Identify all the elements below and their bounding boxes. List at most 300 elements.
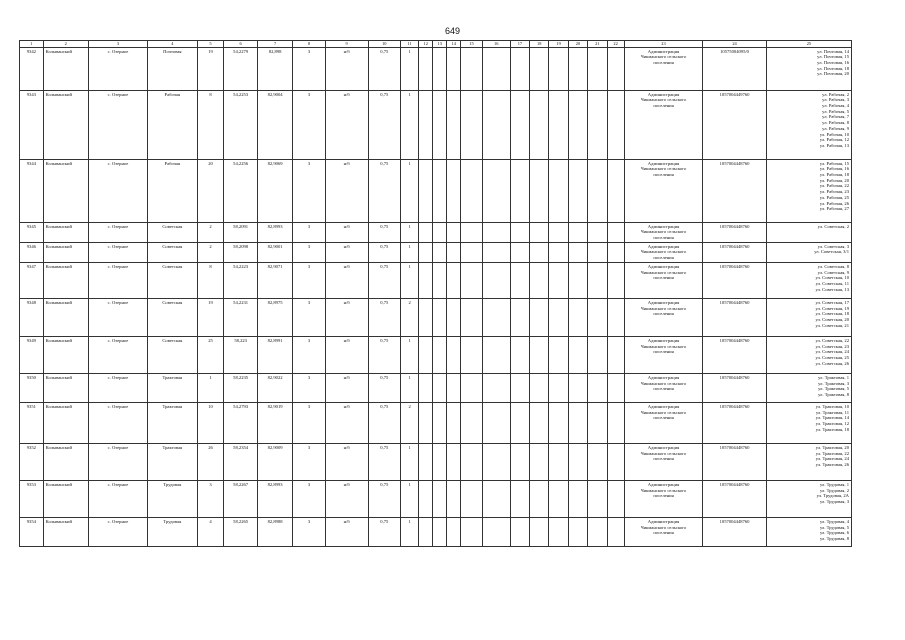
owner-cell: Администрация Чикманского сельского поселения — [624, 242, 703, 262]
empty-cell — [607, 222, 624, 242]
empty-cell — [607, 373, 624, 402]
house-cell: 8 — [197, 90, 224, 159]
empty-cell — [568, 373, 587, 402]
empty-cell — [568, 480, 587, 517]
owner-cell: Администрация Чикманского сельского поселения — [624, 443, 703, 480]
empty-cell — [607, 90, 624, 159]
owner-id-cell: 10575004095/0 — [703, 47, 767, 90]
container-count-cell: 3 — [293, 480, 325, 517]
empty-cell — [530, 47, 549, 90]
table-row — [20, 480, 852, 517]
empty-cell — [419, 336, 433, 373]
house-cell: 25 — [197, 336, 224, 373]
settlement-cell: с. Озерное — [88, 159, 147, 222]
settlement-cell: с. Озерное — [88, 443, 147, 480]
empty-cell — [482, 336, 510, 373]
surface-type-cell: н/б — [325, 159, 368, 222]
empty-cell — [510, 298, 529, 336]
empty-cell — [447, 298, 461, 336]
empty-cell — [433, 517, 447, 546]
district-cell: Колыванский — [43, 517, 88, 546]
empty-cell — [510, 262, 529, 298]
served-addresses-cell: ул. Рабочая, 2 ул. Рабочая, 3 ул. Рабочая, 4 ул. Рабочая, 5 ул. Рабочая, 7 ул. Рабочая, 8 ул. Рабочая, 9 ул. Рабочая, 10 ул. Рабочая, 12 ул. Рабочая, 13 — [766, 90, 851, 159]
latitude-cell: 54,2793 — [224, 402, 257, 443]
empty-cell — [588, 262, 607, 298]
empty-cell — [461, 517, 483, 546]
empty-cell — [549, 47, 568, 90]
empty-cell — [549, 159, 568, 222]
table-row — [20, 517, 852, 546]
empty-cell — [461, 262, 483, 298]
volume-cell: 0,75 — [368, 159, 400, 222]
served-addresses-cell: ул. Трактовая, 20 ул. Трактовая, 22 ул. Трактовая, 24 ул. Трактовая, 26 — [766, 443, 851, 480]
record-id: 9353 — [20, 480, 44, 517]
column-number: 18 — [530, 41, 549, 48]
owner-id-cell: 1057004448760 — [703, 242, 767, 262]
empty-cell — [588, 402, 607, 443]
empty-cell — [510, 517, 529, 546]
empty-cell — [482, 298, 510, 336]
empty-cell — [482, 262, 510, 298]
record-id: 9347 — [20, 262, 44, 298]
house-cell: 26 — [197, 443, 224, 480]
surface-type-cell: н/б — [325, 480, 368, 517]
table-row — [20, 47, 852, 90]
latitude-cell: 54,2231 — [224, 298, 257, 336]
owner-id-cell: 1057004448760 — [703, 336, 767, 373]
street-cell: Трактовая — [148, 443, 198, 480]
empty-cell — [530, 90, 549, 159]
empty-cell — [419, 373, 433, 402]
settlement-cell: с. Озерное — [88, 47, 147, 90]
table-row — [20, 90, 852, 159]
column-number: 21 — [588, 41, 607, 48]
empty-cell — [433, 47, 447, 90]
quantity-cell: 1 — [400, 262, 418, 298]
house-cell: 1 — [197, 373, 224, 402]
column-number: 9 — [325, 41, 368, 48]
record-id: 9345 — [20, 222, 44, 242]
container-count-cell: 3 — [293, 242, 325, 262]
empty-cell — [549, 336, 568, 373]
district-cell: Колыванский — [43, 402, 88, 443]
empty-cell — [530, 373, 549, 402]
empty-cell — [447, 517, 461, 546]
house-cell: 2 — [197, 222, 224, 242]
surface-type-cell: н/б — [325, 242, 368, 262]
empty-cell — [549, 90, 568, 159]
empty-cell — [419, 443, 433, 480]
latitude-cell: 54,2279 — [224, 47, 257, 90]
served-addresses-cell: ул. Почтовая, 14 ул. Почтовая, 15 ул. Почтовая, 16 ул. Почтовая, 18 ул. Почтовая, 20 — [766, 47, 851, 90]
empty-cell — [433, 242, 447, 262]
served-addresses-cell: ул. Трудовая, 4 ул. Трудовая, 5 ул. Трудовая, 6 ул. Трудовая, 8 — [766, 517, 851, 546]
container-count-cell: 3 — [293, 159, 325, 222]
empty-cell — [568, 242, 587, 262]
empty-cell — [549, 402, 568, 443]
column-number: 25 — [766, 41, 851, 48]
latitude-cell: 54,2256 — [224, 159, 257, 222]
column-number: 16 — [482, 41, 510, 48]
empty-cell — [568, 402, 587, 443]
empty-cell — [568, 517, 587, 546]
owner-cell: Администрация Чикманского сельского поселения — [624, 262, 703, 298]
longitude-cell: 82,8993 — [257, 222, 293, 242]
longitude-cell: 82,898 — [257, 47, 293, 90]
column-number: 24 — [703, 41, 767, 48]
record-id: 9349 — [20, 336, 44, 373]
column-number: 10 — [368, 41, 400, 48]
served-addresses-cell: ул. Советская, 2 — [766, 222, 851, 242]
empty-cell — [433, 373, 447, 402]
empty-cell — [549, 298, 568, 336]
surface-type-cell: н/б — [325, 443, 368, 480]
record-id: 9344 — [20, 159, 44, 222]
table-row — [20, 336, 852, 373]
empty-cell — [433, 336, 447, 373]
empty-cell — [447, 443, 461, 480]
empty-cell — [419, 90, 433, 159]
latitude-cell: 58,2265 — [224, 517, 257, 546]
longitude-cell: 82,9022 — [257, 373, 293, 402]
table-row — [20, 402, 852, 443]
district-cell: Колыванский — [43, 47, 88, 90]
empty-cell — [568, 222, 587, 242]
empty-cell — [510, 336, 529, 373]
empty-cell — [607, 480, 624, 517]
district-cell: Колыванский — [43, 159, 88, 222]
owner-id-cell: 1057004448760 — [703, 517, 767, 546]
empty-cell — [433, 480, 447, 517]
empty-cell — [510, 443, 529, 480]
owner-cell: Администрация Чикманского сельского поселения — [624, 373, 703, 402]
street-cell: Советская — [148, 262, 198, 298]
quantity-cell: 1 — [400, 90, 418, 159]
owner-cell: Администрация Чикманского сельского поселения — [624, 47, 703, 90]
empty-cell — [461, 298, 483, 336]
empty-cell — [433, 90, 447, 159]
owner-cell: Администрация Чикманского сельского поселения — [624, 517, 703, 546]
street-cell: Трактовая — [148, 373, 198, 402]
empty-cell — [549, 443, 568, 480]
empty-cell — [530, 336, 549, 373]
empty-cell — [461, 222, 483, 242]
empty-cell — [461, 159, 483, 222]
empty-cell — [433, 402, 447, 443]
district-cell: Колыванский — [43, 480, 88, 517]
owner-id-cell: 1057004448760 — [703, 402, 767, 443]
quantity-cell: 1 — [400, 159, 418, 222]
latitude-cell: 58,2235 — [224, 373, 257, 402]
empty-cell — [588, 517, 607, 546]
empty-cell — [588, 242, 607, 262]
empty-cell — [433, 222, 447, 242]
empty-cell — [568, 443, 587, 480]
empty-cell — [588, 90, 607, 159]
column-number: 8 — [293, 41, 325, 48]
district-cell: Колыванский — [43, 443, 88, 480]
latitude-cell: 58,2098 — [224, 242, 257, 262]
street-cell: Советская — [148, 336, 198, 373]
container-count-cell: 3 — [293, 222, 325, 242]
record-id: 9346 — [20, 242, 44, 262]
empty-cell — [549, 373, 568, 402]
latitude-cell: 54,2223 — [224, 262, 257, 298]
empty-cell — [461, 480, 483, 517]
container-count-cell: 3 — [293, 336, 325, 373]
volume-cell: 0,75 — [368, 402, 400, 443]
settlement-cell: с. Озерное — [88, 373, 147, 402]
column-number: 4 — [148, 41, 198, 48]
empty-cell — [607, 517, 624, 546]
surface-type-cell: н/б — [325, 298, 368, 336]
surface-type-cell: н/б — [325, 262, 368, 298]
empty-cell — [568, 262, 587, 298]
column-number: 6 — [224, 41, 257, 48]
owner-id-cell: 1057004448760 — [703, 222, 767, 242]
empty-cell — [433, 262, 447, 298]
longitude-cell: 82,8975 — [257, 298, 293, 336]
quantity-cell: 1 — [400, 222, 418, 242]
container-count-cell: 3 — [293, 262, 325, 298]
empty-cell — [482, 443, 510, 480]
container-count-cell: 3 — [293, 90, 325, 159]
empty-cell — [447, 262, 461, 298]
house-cell: 19 — [197, 298, 224, 336]
empty-cell — [461, 336, 483, 373]
empty-cell — [482, 222, 510, 242]
empty-cell — [607, 242, 624, 262]
column-number: 13 — [433, 41, 447, 48]
column-number: 17 — [510, 41, 529, 48]
volume-cell: 0,75 — [368, 90, 400, 159]
container-count-cell: 3 — [293, 517, 325, 546]
empty-cell — [461, 402, 483, 443]
quantity-cell: 1 — [400, 373, 418, 402]
column-number: 5 — [197, 41, 224, 48]
empty-cell — [447, 47, 461, 90]
record-id: 9342 — [20, 47, 44, 90]
settlement-cell: с. Озерное — [88, 222, 147, 242]
empty-cell — [419, 242, 433, 262]
empty-cell — [447, 336, 461, 373]
owner-id-cell: 1057004448760 — [703, 443, 767, 480]
column-number: 23 — [624, 41, 703, 48]
empty-cell — [607, 402, 624, 443]
empty-cell — [461, 373, 483, 402]
empty-cell — [607, 262, 624, 298]
longitude-cell: 82,9071 — [257, 262, 293, 298]
owner-cell: Администрация Чикманского сельского поселения — [624, 298, 703, 336]
empty-cell — [461, 443, 483, 480]
surface-type-cell: н/б — [325, 402, 368, 443]
volume-cell: 0,75 — [368, 242, 400, 262]
column-number: 3 — [88, 41, 147, 48]
longitude-cell: 82,8988 — [257, 517, 293, 546]
table-row — [20, 373, 852, 402]
empty-cell — [433, 298, 447, 336]
owner-id-cell: 1057004448760 — [703, 159, 767, 222]
table-row — [20, 298, 852, 336]
empty-cell — [588, 443, 607, 480]
district-cell: Колыванский — [43, 242, 88, 262]
empty-cell — [607, 47, 624, 90]
empty-cell — [419, 517, 433, 546]
column-number: 2 — [43, 41, 88, 48]
empty-cell — [482, 402, 510, 443]
record-id: 9348 — [20, 298, 44, 336]
surface-type-cell: н/б — [325, 47, 368, 90]
empty-cell — [549, 242, 568, 262]
empty-cell — [530, 159, 549, 222]
latitude-cell: 54,2253 — [224, 90, 257, 159]
empty-cell — [588, 373, 607, 402]
empty-cell — [588, 159, 607, 222]
house-cell: 10 — [197, 402, 224, 443]
empty-cell — [549, 262, 568, 298]
quantity-cell: 1 — [400, 336, 418, 373]
column-number: 20 — [568, 41, 587, 48]
column-number: 11 — [400, 41, 418, 48]
empty-cell — [482, 47, 510, 90]
volume-cell: 0,75 — [368, 373, 400, 402]
volume-cell: 0,75 — [368, 517, 400, 546]
empty-cell — [447, 222, 461, 242]
empty-cell — [530, 443, 549, 480]
column-number: 19 — [549, 41, 568, 48]
empty-cell — [510, 402, 529, 443]
longitude-cell: 82,8993 — [257, 480, 293, 517]
empty-cell — [419, 480, 433, 517]
empty-cell — [461, 242, 483, 262]
district-cell: Колыванский — [43, 262, 88, 298]
surface-type-cell: н/б — [325, 517, 368, 546]
table-row — [20, 262, 852, 298]
empty-cell — [607, 298, 624, 336]
container-count-cell: 3 — [293, 47, 325, 90]
empty-cell — [510, 242, 529, 262]
empty-cell — [568, 336, 587, 373]
empty-cell — [482, 373, 510, 402]
served-addresses-cell: ул. Трактовая, 10 ул. Трактовая, 11 ул. Трактовая, 14 ул. Трактовая, 12 ул. Трактовая, 18 — [766, 402, 851, 443]
empty-cell — [482, 517, 510, 546]
empty-cell — [419, 402, 433, 443]
container-count-cell: 3 — [293, 443, 325, 480]
record-id: 9343 — [20, 90, 44, 159]
record-id: 9350 — [20, 373, 44, 402]
owner-id-cell: 1057004448760 — [703, 373, 767, 402]
house-cell: 19 — [197, 47, 224, 90]
owner-id-cell: 1057004448760 — [703, 262, 767, 298]
street-cell: Почтовая — [148, 47, 198, 90]
empty-cell — [588, 336, 607, 373]
empty-cell — [482, 242, 510, 262]
column-number: 1 — [20, 41, 44, 48]
empty-cell — [447, 242, 461, 262]
table-row — [20, 159, 852, 222]
empty-cell — [607, 443, 624, 480]
empty-cell — [461, 47, 483, 90]
owner-cell: Администрация Чикманского сельского поселения — [624, 222, 703, 242]
street-cell: Трудовая — [148, 480, 198, 517]
district-cell: Колыванский — [43, 373, 88, 402]
settlement-cell: с. Озерное — [88, 298, 147, 336]
settlement-cell: с. Озерное — [88, 402, 147, 443]
empty-cell — [510, 480, 529, 517]
empty-cell — [588, 298, 607, 336]
owner-id-cell: 1057004448760 — [703, 298, 767, 336]
empty-cell — [530, 262, 549, 298]
settlement-cell: с. Озерное — [88, 336, 147, 373]
settlement-cell: с. Озерное — [88, 242, 147, 262]
volume-cell: 0,75 — [368, 222, 400, 242]
street-cell: Советская — [148, 298, 198, 336]
district-cell: Колыванский — [43, 298, 88, 336]
empty-cell — [549, 222, 568, 242]
longitude-cell: 82,9004 — [257, 90, 293, 159]
empty-cell — [549, 480, 568, 517]
empty-cell — [607, 159, 624, 222]
empty-cell — [447, 480, 461, 517]
empty-cell — [607, 336, 624, 373]
volume-cell: 0,75 — [368, 47, 400, 90]
street-cell: Рабочая — [148, 90, 198, 159]
empty-cell — [510, 159, 529, 222]
empty-cell — [530, 480, 549, 517]
empty-cell — [482, 90, 510, 159]
street-cell: Рабочая — [148, 159, 198, 222]
surface-type-cell: н/б — [325, 90, 368, 159]
served-addresses-cell: ул. Советская, 17 ул. Советская, 19 ул. Советская, 18 ул. Советская, 20 ул. Советская, 21 — [766, 298, 851, 336]
empty-cell — [419, 222, 433, 242]
empty-cell — [447, 373, 461, 402]
empty-cell — [568, 159, 587, 222]
served-addresses-cell: ул. Трактовая, 1 ул. Трактовая, 3 ул. Трактовая, 5 ул. Трактовая, 8 — [766, 373, 851, 402]
empty-cell — [549, 517, 568, 546]
served-addresses-cell: ул. Трудовая, 1 ул. Трудовая, 2 ул. Трудовая, 2А ул. Трудовая, 3 — [766, 480, 851, 517]
quantity-cell: 2 — [400, 298, 418, 336]
empty-cell — [433, 443, 447, 480]
empty-cell — [419, 47, 433, 90]
settlement-cell: с. Озерное — [88, 517, 147, 546]
volume-cell: 0,75 — [368, 336, 400, 373]
empty-cell — [482, 159, 510, 222]
latitude-cell: 58,223 — [224, 336, 257, 373]
served-addresses-cell: ул. Советская, 3 ул. Советская, 3/1 — [766, 242, 851, 262]
surface-type-cell: н/б — [325, 222, 368, 242]
district-cell: Колыванский — [43, 336, 88, 373]
empty-cell — [447, 159, 461, 222]
empty-cell — [530, 402, 549, 443]
district-cell: Колыванский — [43, 222, 88, 242]
empty-cell — [588, 480, 607, 517]
longitude-cell: 82,9069 — [257, 159, 293, 222]
owner-cell: Администрация Чикманского сельского поселения — [624, 402, 703, 443]
column-number: 7 — [257, 41, 293, 48]
container-count-cell: 3 — [293, 402, 325, 443]
house-cell: 2 — [197, 242, 224, 262]
empty-cell — [433, 159, 447, 222]
house-cell: 3 — [197, 480, 224, 517]
house-cell: 8 — [197, 262, 224, 298]
empty-cell — [530, 242, 549, 262]
table-row — [20, 242, 852, 262]
empty-cell — [568, 90, 587, 159]
served-addresses-cell: ул. Рабочая, 15 ул. Рабочая, 16 ул. Рабочая, 18 ул. Рабочая, 20 ул. Рабочая, 22 ул. Рабочая, 23 ул. Рабочая, 25 ул. Рабочая, 26 ул. Рабочая, 27 — [766, 159, 851, 222]
district-cell: Колыванский — [43, 90, 88, 159]
empty-cell — [461, 90, 483, 159]
record-id: 9352 — [20, 443, 44, 480]
